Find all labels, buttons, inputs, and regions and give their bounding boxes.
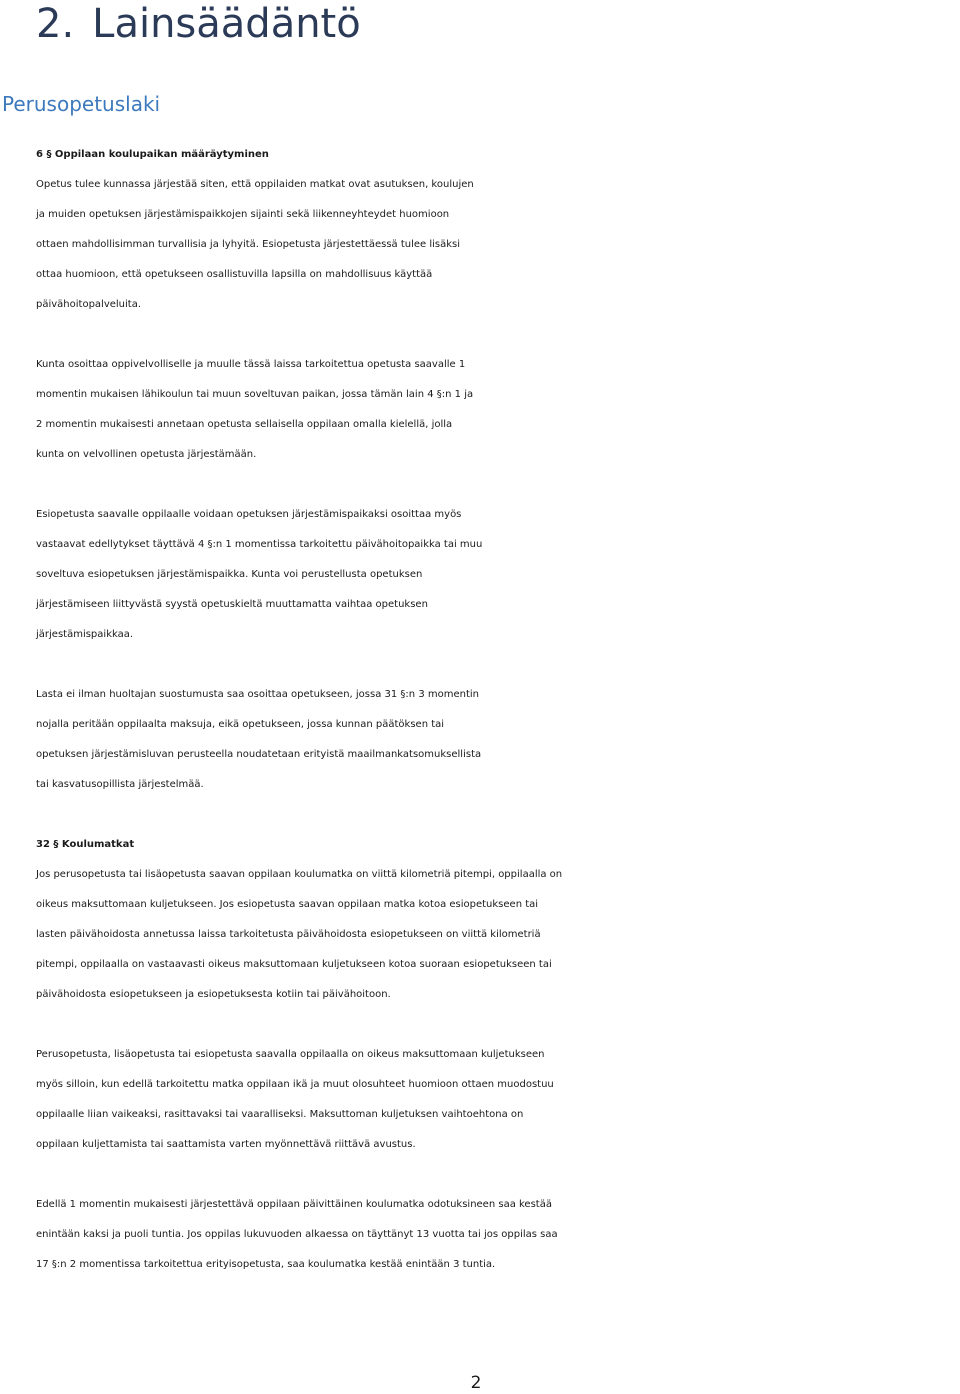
text-line: vastaavat edellytykset täyttävä 4 §:n 1 momentissa tarkoitettu päivähoitopaikka tai muu <box>36 539 483 550</box>
text-line: opetuksen järjestämisluvan perusteella noudatetaan erityistä maailmankatsomuksellista <box>36 749 482 760</box>
section-title: Perusopetuslaki <box>2 92 161 116</box>
text-line: päivähoidosta esiopetukseen ja esiopetuksesta kotiin tai päivähoitoon. <box>36 989 391 1000</box>
paragraph <box>36 680 956 800</box>
paragraph <box>36 860 956 1010</box>
text-line: ottaen mahdollisimman turvallisia ja lyhyitä. Esiopetusta järjestettäessä tulee lisäksi <box>36 239 461 250</box>
text-line: järjestämispaikkaa. <box>36 629 134 640</box>
page-number: 2 <box>470 1373 482 1393</box>
chapter-title <box>36 0 361 48</box>
law-section-heading: 32 § Koulumatkat <box>36 839 135 850</box>
law-section-6 <box>36 140 956 800</box>
text-line: Edellä 1 momentin mukaisesti järjestettävä oppilaan päivittäinen koulumatka odotuksineen saa kestää <box>36 1199 552 1210</box>
paragraph <box>36 500 956 650</box>
text-line: päivähoitopalveluita. <box>36 299 142 310</box>
paragraph <box>36 170 956 320</box>
paragraph <box>36 1040 956 1160</box>
text-line: soveltuva esiopetuksen järjestämispaikka. Kunta voi perustellusta opetuksen <box>36 569 423 580</box>
text-line: Kunta osoittaa oppivelvolliselle ja muulle tässä laissa tarkoitettua opetusta saavalle 1 <box>36 359 466 370</box>
paragraph <box>36 1190 956 1280</box>
law-section-32 <box>36 830 956 1280</box>
document-body <box>36 140 956 1280</box>
text-line: Perusopetusta, lisäopetusta tai esiopetusta saavalla oppilaalla on oikeus maksuttomaan kuljetukseen <box>36 1049 545 1060</box>
text-line: 2 momentin mukaisesti annetaan opetusta sellaisella oppilaan omalla kielellä, jolla <box>36 419 453 430</box>
text-line: pitempi, oppilaalla on vastaavasti oikeus maksuttomaan kuljetukseen kotoa suoraan esiopetukseen tai <box>36 959 552 970</box>
paragraph <box>36 350 956 470</box>
text-line: ja muiden opetuksen järjestämispaikkojen sijainti sekä liikenneyhteydet huomioon <box>36 209 450 220</box>
text-line: järjestämiseen liittyvästä syystä opetuskieltä muuttamatta vaihtaa opetuksen <box>36 599 428 610</box>
chapter-number: 2. <box>36 1 75 47</box>
chapter-title-text: Lainsäädäntö <box>92 1 361 47</box>
text-line: momentin mukaisen lähikoulun tai muun soveltuvan paikan, jossa tämän lain 4 §:n 1 ja <box>36 389 474 400</box>
text-line: kunta on velvollinen opetusta järjestämään. <box>36 449 257 460</box>
text-line: oppilaalle liian vaikeaksi, rasittavaksi tai vaaralliseksi. Maksuttoman kuljetuksen vaihtoehtona on <box>36 1109 524 1120</box>
text-line: myös silloin, kun edellä tarkoitettu matka oppilaan ikä ja muut olosuhteet huomioon ottaen muodostuu <box>36 1079 554 1090</box>
text-line: Lasta ei ilman huoltajan suostumusta saa osoittaa opetukseen, jossa 31 §:n 3 momentin <box>36 689 479 700</box>
text-line: enintään kaksi ja puoli tuntia. Jos oppilas lukuvuoden alkaessa on täyttänyt 13 vuotta tai jos oppilas saa <box>36 1229 558 1240</box>
text-line: tai kasvatusopillista järjestelmää. <box>36 779 204 790</box>
text-line: lasten päivähoidosta annetussa laissa tarkoitetusta päivähoidosta esiopetukseen on viittä kilometriä <box>36 929 541 940</box>
text-line: oikeus maksuttomaan kuljetukseen. Jos esiopetusta saavan oppilaan matka kotoa esiopetukseen tai <box>36 899 539 910</box>
text-line: ottaa huomioon, että opetukseen osallistuvilla lapsilla on mahdollisuus käyttää <box>36 269 433 280</box>
text-line: nojalla peritään oppilaalta maksuja, eikä opetukseen, jossa kunnan päätöksen tai <box>36 719 445 730</box>
text-line: 17 §:n 2 momentissa tarkoitettua erityisopetusta, saa koulumatka kestää enintään 3 tuntia. <box>36 1259 496 1270</box>
text-line: Esiopetusta saavalle oppilaalle voidaan opetuksen järjestämispaikaksi osoittaa myös <box>36 509 462 520</box>
text-line: oppilaan kuljettamista tai saattamista varten myönnettävä riittävä avustus. <box>36 1139 416 1150</box>
text-line: Jos perusopetusta tai lisäopetusta saavan oppilaan koulumatka on viittä kilometriä pitempi, oppilaalla on <box>36 869 563 880</box>
text-line: Opetus tulee kunnassa järjestää siten, että oppilaiden matkat ovat asutuksen, koulujen <box>36 179 474 190</box>
law-section-heading: 6 § Oppilaan koulupaikan määräytyminen <box>36 149 269 160</box>
